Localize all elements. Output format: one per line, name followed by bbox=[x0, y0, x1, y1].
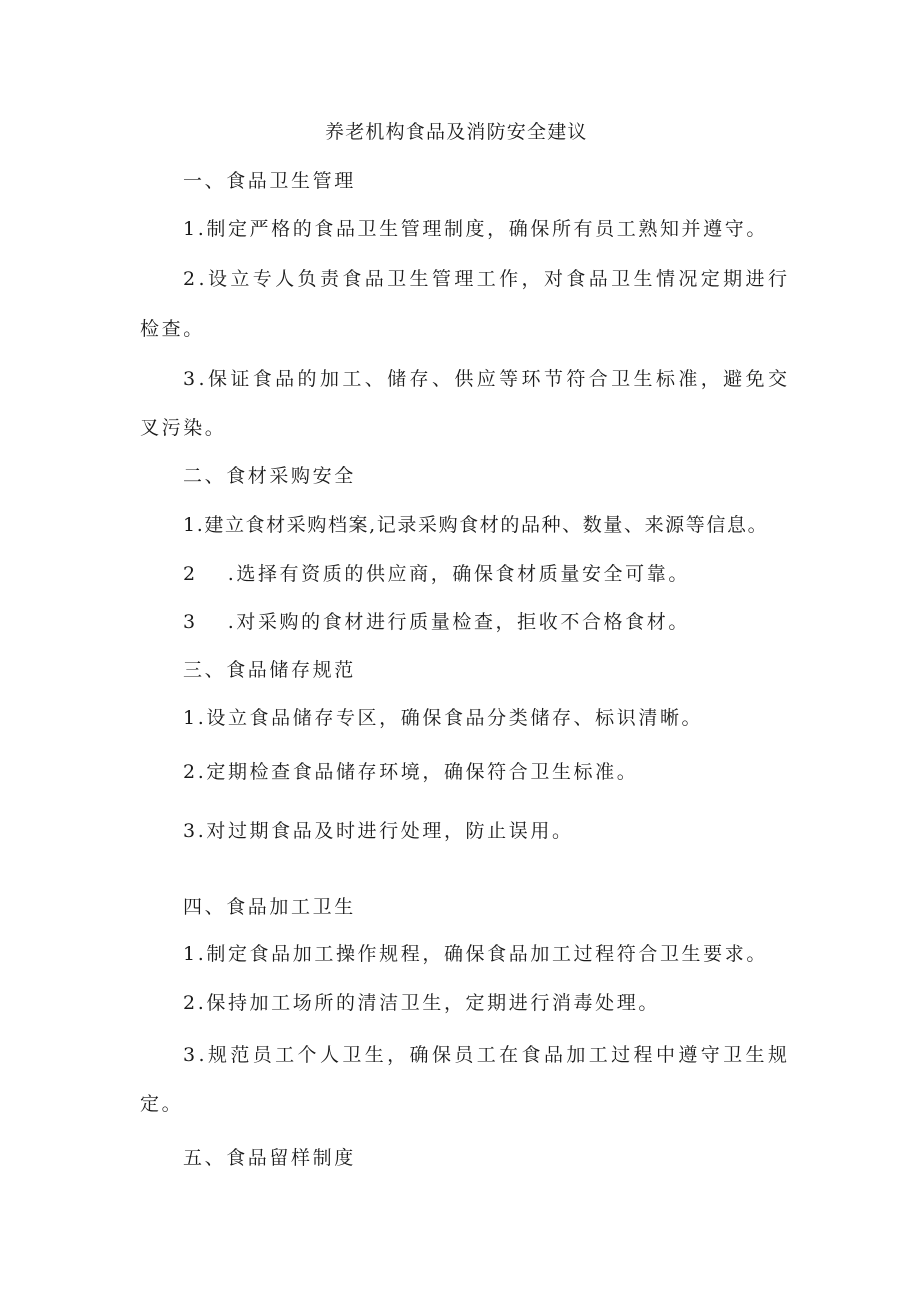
item-text: .保持加工场所的清洁卫生，定期进行消毒处理。 bbox=[197, 992, 660, 1014]
item-number: 2 bbox=[183, 563, 198, 585]
item-number: 2 bbox=[183, 761, 198, 783]
item-number: 1 bbox=[183, 514, 197, 536]
item-number: 3 bbox=[183, 611, 198, 633]
section-heading-4: 四、食品加工卫生 bbox=[183, 896, 356, 918]
item-text: .设立专人负责食品卫生管理工作，对食品卫生情况定期进行 bbox=[198, 268, 791, 290]
item-number: 3 bbox=[183, 368, 199, 390]
item-number: 1 bbox=[183, 218, 198, 240]
item-text: .制定食品加工操作规程，确保食品加工过程符合卫生要求。 bbox=[197, 943, 768, 965]
item-text: .选择有资质的供应商，确保食材质量安全可靠。 bbox=[227, 563, 690, 585]
list-item bbox=[183, 367, 790, 391]
item-text: .定期检查食品储存环境，确保符合卫生标准。 bbox=[197, 761, 639, 783]
item-text: .制定严格的食品卫生管理制度，确保所有员工熟知并遵守。 bbox=[197, 218, 768, 240]
list-item bbox=[183, 513, 768, 537]
item-continuation: 定。 bbox=[140, 1093, 184, 1115]
item-text: .对过期食品及时进行处理，防止误用。 bbox=[197, 820, 574, 842]
list-item bbox=[183, 942, 768, 966]
document-title: 养老机构食品及消防安全建议 bbox=[325, 121, 588, 143]
list-item bbox=[183, 760, 638, 784]
list-item bbox=[183, 1043, 790, 1067]
item-number: 3 bbox=[183, 1044, 199, 1066]
item-text: .规范员工个人卫生，确保员工在食品加工过程中遵守卫生规 bbox=[198, 1044, 791, 1066]
item-continuation: 叉污染。 bbox=[140, 417, 227, 439]
item-text: .对采购的食材进行质量检查，拒收不合格食材。 bbox=[227, 611, 690, 633]
list-item bbox=[183, 706, 703, 730]
item-text: .设立食品储存专区，确保食品分类储存、标识清晰。 bbox=[197, 707, 704, 729]
list-item bbox=[183, 217, 768, 241]
section-heading-1: 一、食品卫生管理 bbox=[183, 170, 356, 192]
item-number: 3 bbox=[183, 820, 198, 842]
item-number: 2 bbox=[183, 992, 198, 1014]
list-item bbox=[183, 819, 574, 843]
section-heading-2: 二、食材采购安全 bbox=[183, 465, 356, 487]
list-item bbox=[183, 610, 690, 634]
section-heading-5: 五、食品留样制度 bbox=[183, 1147, 356, 1169]
item-number: 2 bbox=[183, 268, 199, 290]
item-continuation: 检查。 bbox=[140, 318, 205, 340]
item-number: 1 bbox=[183, 707, 198, 729]
section-heading-3: 三、食品储存规范 bbox=[183, 659, 356, 681]
list-item bbox=[183, 562, 690, 586]
list-item bbox=[183, 991, 660, 1015]
item-text: .建立食材采购档案,记录采购食材的品种、数量、来源等信息。 bbox=[196, 514, 769, 536]
item-number: 1 bbox=[183, 943, 198, 965]
list-item bbox=[183, 267, 790, 291]
item-text: .保证食品的加工、储存、供应等环节符合卫生标准，避免交 bbox=[198, 368, 791, 390]
